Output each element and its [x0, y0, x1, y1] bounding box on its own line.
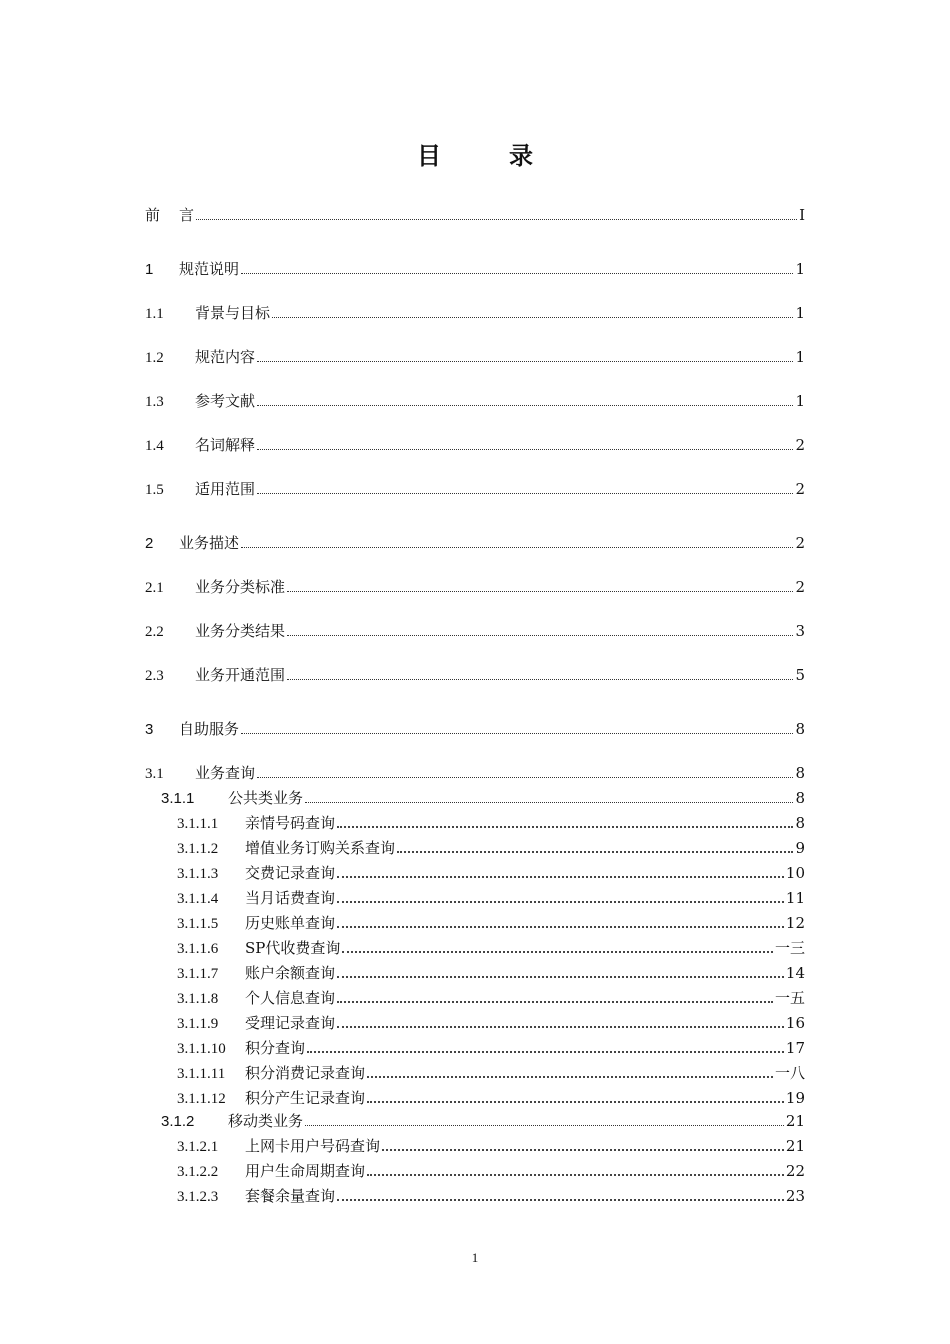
toc-entry[interactable]: [177, 1063, 805, 1084]
toc-entry-page: 5: [795, 666, 805, 684]
toc-entry-page: 19: [785, 1089, 805, 1107]
dot-leader: [287, 635, 793, 636]
dot-leader: [272, 317, 793, 318]
toc-entry-page: 10: [785, 864, 805, 882]
toc-entry-page: 1: [795, 304, 805, 322]
toc-entry-number: 3.1.1.5: [177, 916, 219, 932]
toc-entry-page: 8: [795, 789, 805, 807]
toc-entry-number: 3.1.1.9: [177, 1016, 219, 1032]
toc-entry-page: 3: [795, 622, 805, 640]
toc-entry-title: 移动类业务: [228, 1112, 304, 1130]
toc-entry-title: 账户余额查询: [245, 964, 336, 982]
toc-entry-number: 3.1.2: [161, 1113, 195, 1130]
toc-entry-title: 交费记录查询: [245, 864, 336, 882]
toc-entry[interactable]: [177, 938, 805, 959]
dot-leader: [382, 1149, 784, 1151]
toc-entry-title: 增值业务订购关系查询: [245, 839, 396, 857]
toc-entry-page: 17: [785, 1039, 805, 1057]
toc-entry-number: 3.1.2.2: [177, 1164, 219, 1180]
toc-entry-title: SP代收费查询: [245, 939, 341, 957]
toc-entry-number: 3.1.2.3: [177, 1189, 219, 1205]
dot-leader: [241, 273, 793, 274]
toc-entry-number: 1.1: [145, 306, 164, 322]
dot-leader: [337, 901, 784, 903]
toc-entry-page: 21: [785, 1112, 805, 1130]
toc-entry-page: 一八: [774, 1064, 805, 1082]
dot-leader: [241, 733, 793, 734]
toc-entry-page: 2: [795, 578, 805, 596]
toc-entry[interactable]: [145, 259, 805, 280]
toc-entry-title: 参考文献: [195, 392, 256, 410]
toc-entry-number: 3.1.1.12: [177, 1091, 226, 1107]
toc-entry-page: 2: [795, 534, 805, 552]
toc-entry-title: 个人信息查询: [245, 989, 336, 1007]
toc-entry-number: 3.1.1.2: [177, 841, 219, 857]
dot-leader: [287, 591, 793, 592]
toc-entry[interactable]: [177, 988, 805, 1009]
dot-leader: [367, 1076, 773, 1078]
toc-entry[interactable]: [145, 763, 805, 784]
dot-leader: [257, 361, 793, 362]
toc-entry-title: 当月话费查询: [245, 889, 336, 907]
toc-entry-title: 业务分类结果: [195, 622, 286, 640]
toc-entry-title: 受理记录查询: [245, 1014, 336, 1032]
toc-entry-title: 积分消费记录查询: [245, 1064, 366, 1082]
dot-leader: [257, 449, 793, 450]
dot-leader: [397, 851, 793, 853]
dot-leader: [342, 951, 773, 953]
toc-entry-title: 业务描述: [179, 534, 240, 552]
toc-entry-number: 3.1.2.1: [177, 1139, 219, 1155]
dot-leader: [287, 679, 793, 680]
page-number: 1: [471, 1250, 479, 1265]
toc-entry-page: 9: [795, 839, 805, 857]
dot-leader: [337, 1199, 784, 1201]
dot-leader: [337, 1026, 784, 1028]
toc-entry[interactable]: [177, 1186, 805, 1207]
dot-leader: [241, 547, 793, 548]
toc-entry-number: 前: [145, 207, 161, 224]
toc-entry[interactable]: [145, 533, 805, 554]
dot-leader: [307, 1051, 784, 1053]
toc-entry[interactable]: [161, 788, 805, 809]
toc-entry-title: 规范说明: [179, 260, 240, 278]
toc-entry[interactable]: [145, 719, 805, 740]
toc-entry[interactable]: [177, 1136, 805, 1157]
toc-entry-title: 业务查询: [195, 764, 256, 782]
toc-entry-title: 适用范围: [195, 480, 256, 498]
dot-leader: [305, 802, 793, 803]
toc-entry[interactable]: [177, 838, 805, 859]
toc-entry[interactable]: [161, 1111, 805, 1132]
toc-entry-page: 2: [795, 436, 805, 454]
dot-leader: [305, 1125, 784, 1126]
toc-entry[interactable]: [145, 391, 805, 412]
toc-entry-page: 11: [785, 889, 805, 907]
toc-entry-page: I: [799, 206, 805, 224]
toc-entry-page: 23: [785, 1187, 805, 1205]
toc-entry-number: 3.1.1.10: [177, 1041, 226, 1057]
toc-entry-page: 1: [795, 392, 805, 410]
toc-entry[interactable]: [145, 479, 805, 500]
dot-leader: [367, 1174, 784, 1176]
toc-entry-page: 21: [785, 1137, 805, 1155]
toc-entry-number: 3.1: [145, 766, 164, 782]
toc-entry[interactable]: [177, 888, 805, 909]
toc-entry-number: 3.1.1.1: [177, 816, 219, 832]
toc-entry-title: 自助服务: [179, 720, 240, 738]
toc-entry-number: 3.1.1.7: [177, 966, 219, 982]
toc-entry-page: 16: [785, 1014, 805, 1032]
toc-entry[interactable]: [145, 435, 805, 456]
toc-entry-number: 3: [145, 721, 154, 738]
toc-entry-page: 1: [795, 348, 805, 366]
toc-entry-title: 言: [179, 206, 195, 224]
toc-entry-title: 历史账单查询: [245, 914, 336, 932]
toc-entry-page: 14: [785, 964, 805, 982]
toc-entry-page: 一三: [774, 939, 805, 957]
toc-entry-page: 1: [795, 260, 805, 278]
toc-title: 目 录: [417, 141, 555, 170]
dot-leader: [337, 976, 784, 978]
toc-entry[interactable]: [145, 205, 805, 226]
toc-entry[interactable]: [145, 621, 805, 642]
toc-entry[interactable]: [145, 347, 805, 368]
toc-entry-number: 3.1.1.3: [177, 866, 219, 882]
toc-entry[interactable]: [177, 1088, 805, 1109]
toc-entry[interactable]: [145, 303, 805, 324]
toc-entry-page: 2: [795, 480, 805, 498]
toc-entry-title: 规范内容: [195, 348, 256, 366]
toc-entry[interactable]: [177, 1161, 805, 1182]
dot-leader: [337, 926, 784, 928]
toc-entry-number: 1.3: [145, 394, 164, 410]
toc-entry-title: 业务分类标准: [195, 578, 286, 596]
toc-entry-number: 2.1: [145, 580, 164, 596]
dot-leader: [257, 493, 793, 494]
toc-entry[interactable]: [145, 665, 805, 686]
toc-entry-number: 3.1.1: [161, 790, 195, 807]
dot-leader: [337, 826, 793, 828]
toc-entry-title: 积分查询: [245, 1039, 306, 1057]
toc-entry-page: 12: [785, 914, 805, 932]
toc-entry-title: 用户生命周期查询: [245, 1162, 366, 1180]
toc-entry[interactable]: [145, 577, 805, 598]
toc-entry-title: 亲情号码查询: [245, 814, 336, 832]
toc-entry-page: 一五: [774, 989, 805, 1007]
toc-entry-title: 上网卡用户号码查询: [245, 1137, 381, 1155]
toc-entry-number: 3.1.1.6: [177, 941, 219, 957]
toc-entry-page: 8: [795, 720, 805, 738]
toc-entry-title: 名词解释: [195, 436, 256, 454]
toc-entry-page: 8: [795, 814, 805, 832]
dot-leader: [257, 777, 793, 778]
dot-leader: [196, 219, 797, 220]
toc-entry-number: 1.4: [145, 438, 164, 454]
toc-entry-page: 8: [795, 764, 805, 782]
dot-leader: [337, 876, 784, 878]
toc-entry-number: 2: [145, 535, 154, 552]
toc-entry-title: 公共类业务: [228, 789, 304, 807]
toc-entry-number: 3.1.1.8: [177, 991, 219, 1007]
toc-entry-number: 3.1.1.4: [177, 891, 219, 907]
toc-entry-title: 积分产生记录查询: [245, 1089, 366, 1107]
toc-entry-number: 2.2: [145, 624, 164, 640]
toc-entry-title: 套餐余量查询: [245, 1187, 336, 1205]
toc-entry[interactable]: [177, 813, 805, 834]
dot-leader: [367, 1101, 784, 1103]
dot-leader: [257, 405, 793, 406]
toc-entry-number: 1: [145, 261, 154, 278]
dot-leader: [337, 1001, 773, 1003]
toc-entry[interactable]: [177, 1013, 805, 1034]
toc-entry-title: 背景与目标: [195, 304, 271, 322]
toc-entry[interactable]: [177, 963, 805, 984]
toc-entry-number: 3.1.1.11: [177, 1066, 226, 1082]
toc-entry[interactable]: [177, 1038, 805, 1059]
toc-entry-title: 业务开通范围: [195, 666, 286, 684]
toc-entry-number: 1.2: [145, 350, 164, 366]
toc-entry[interactable]: [177, 863, 805, 884]
toc-entry-number: 1.5: [145, 482, 164, 498]
toc-entry-number: 2.3: [145, 668, 164, 684]
toc-entry-page: 22: [785, 1162, 805, 1180]
toc-entry[interactable]: [177, 913, 805, 934]
